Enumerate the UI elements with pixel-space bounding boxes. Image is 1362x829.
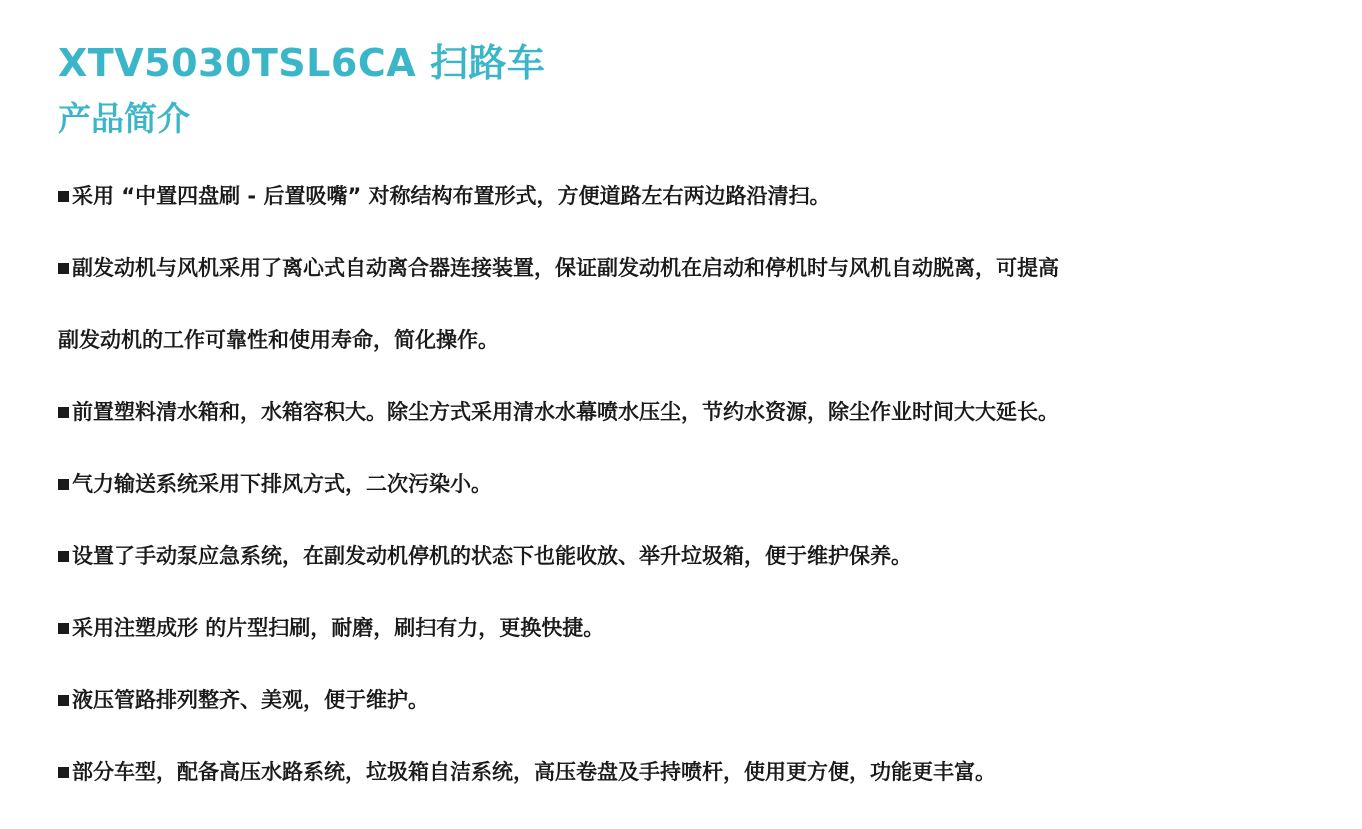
feature-item (58, 736, 1328, 808)
feature-text: 气力输送系统采用下排风方式，二次污染小。 (72, 472, 492, 496)
square-bullet-icon (58, 407, 69, 418)
square-bullet-icon (58, 623, 69, 634)
square-bullet-icon (58, 263, 69, 274)
section-heading: 产品简介 (58, 99, 190, 138)
feature-item (58, 592, 1328, 664)
feature-item (58, 448, 1328, 520)
feature-item (58, 160, 1328, 232)
feature-text: 副发动机与风机采用了离心式自动离合器连接装置，保证副发动机在启动和停机时与风机自动脱离，可提高 (72, 256, 1059, 280)
product-title: XTV5030TSL6CA 扫路车 (58, 41, 546, 85)
feature-text: 副发动机的工作可靠性和使用寿命，简化操作。 (58, 328, 499, 352)
feature-text: 前置塑料清水箱和，水箱容积大。除尘方式采用清水水幕喷水压尘，节约水资源，除尘作业时间大大延长。 (72, 400, 1059, 424)
feature-item (58, 232, 1328, 304)
feature-text: 液压管路排列整齐、美观，便于维护。 (72, 688, 429, 712)
feature-item (58, 664, 1328, 736)
square-bullet-icon (58, 191, 69, 202)
square-bullet-icon (58, 767, 69, 778)
feature-item (58, 520, 1328, 592)
feature-text: 设置了手动泵应急系统，在副发动机停机的状态下也能收放、举升垃圾箱，便于维护保养。 (72, 544, 912, 568)
square-bullet-icon (58, 551, 69, 562)
feature-list (58, 160, 1328, 808)
feature-text: 采用 “中置四盘刷 - 后置吸嘴” 对称结构布置形式，方便道路左右两边路沿清扫。 (72, 184, 831, 208)
square-bullet-icon (58, 695, 69, 706)
square-bullet-icon (58, 479, 69, 490)
feature-item-continuation (58, 304, 1328, 376)
feature-item (58, 376, 1328, 448)
feature-text: 部分车型，配备高压水路系统，垃圾箱自洁系统，高压卷盘及手持喷杆，使用更方便，功能更丰富。 (72, 760, 996, 784)
feature-text: 采用注塑成形 的片型扫刷，耐磨，刷扫有力，更换快捷。 (72, 616, 605, 640)
